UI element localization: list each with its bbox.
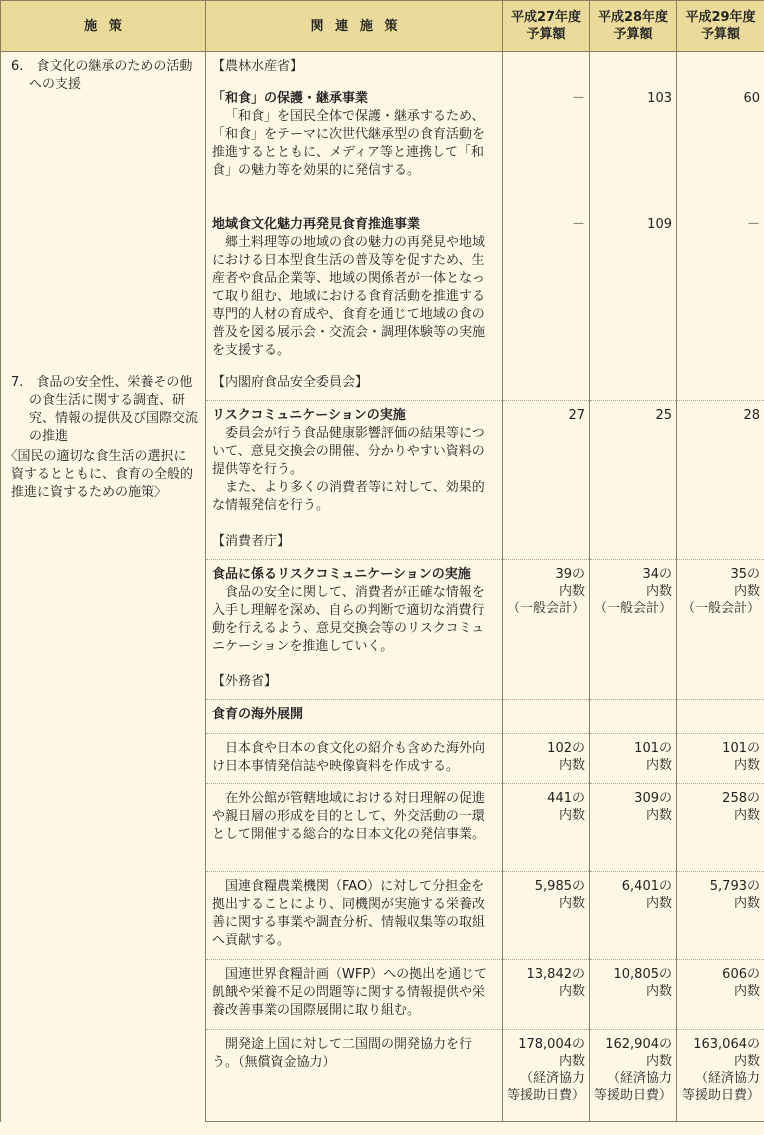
program-desc: 国連世界食糧計画（WFP）への拠出を通じて飢餓や栄養不足の問題等に関する情報提供や栄養改善事業の国際展開に取り組む。 <box>212 967 488 1018</box>
related-cell <box>206 667 503 700</box>
measure-title: 7. 食品の安全性、栄養その他の食生活に関する調査、研究、情報の提供及び国際交流の推進 <box>11 375 199 444</box>
budget-h27: 13,842の 内数 <box>503 960 590 1030</box>
budget-h29: 101の 内数 <box>677 734 764 784</box>
budget-h28: 101の 内数 <box>590 734 677 784</box>
budget-h29: 5,793の 内数 <box>677 872 764 960</box>
budget-h27: 39の 内数 （一般会計） <box>503 559 590 667</box>
budget-h27: 27 <box>503 401 590 527</box>
ministry-label: 【内閣府食品安全委員会】 <box>212 375 369 390</box>
related-cell <box>206 559 503 667</box>
header-h27: 平成27年度 予算額 <box>503 1 590 52</box>
budget-h27: 178,004の 内数 （経済協力 等援助日費） <box>503 1030 590 1122</box>
budget-h28: 25 <box>590 401 677 527</box>
related-cell <box>206 52 503 85</box>
ministry-label: 【農林水産省】 <box>212 59 304 74</box>
header-measure: 施策 <box>1 1 206 52</box>
table-row <box>1 368 764 401</box>
budget-h29: 606の 内数 <box>677 960 764 1030</box>
related-cell <box>206 700 503 734</box>
program-desc: 開発途上国に対して二国間の開発協力を行う。（無償資金協力） <box>212 1037 473 1070</box>
table-row <box>1 52 764 85</box>
budget-h27: － <box>503 210 590 368</box>
program-desc: 委員会が行う食品健康影響評価の結果等について、意見交換会の開催、分かりやすい資料の提供等を行う。 <box>212 426 485 477</box>
measure-title: 6. 食文化の継承のための活動への支援 <box>11 59 193 92</box>
budget-h29: 163,064の 内数 （経済協力 等援助日費） <box>677 1030 764 1122</box>
measure-note: 〈国民の適切な食生活の選択に資するとともに、食育の全般的推進に資するための施策〉 <box>4 449 194 500</box>
program-desc: 郷土料理等の地域の食の魅力の再発見や地域における日本型食生活の普及等を促すため、生産者や食品企業等、地域の関係者が一体となって取り組む、地域における食育活動を推進する専門的人材の育成や、食育を通じて地域の食の普及を図る展示会・交流会・調理体験等の実施を支援する。 <box>212 235 486 358</box>
related-cell <box>206 401 503 527</box>
ministry-label: 【消費者庁】 <box>212 533 291 549</box>
budget-h29: － <box>677 210 764 368</box>
program-title: 食品に係るリスクコミュニケーションの実施 <box>212 566 471 582</box>
budget-h28: 34の 内数 （一般会計） <box>590 559 677 667</box>
budget-h29: 35の 内数 （一般会計） <box>677 559 764 667</box>
budget-h28: 109 <box>590 210 677 368</box>
related-cell <box>206 734 503 784</box>
ministry-label: 【外務省】 <box>212 674 278 689</box>
program-desc: 在外公館が管轄地域における対日理解の促進や親日層の形成を目的として、外交活動の一環として開催する総合的な日本文化の発信事業。 <box>212 791 486 842</box>
related-cell <box>206 1030 503 1122</box>
program-title: 地域食文化魅力再発見食育推進事業 <box>212 217 421 232</box>
program-title: 「和食」の保護・継承事業 <box>212 91 369 106</box>
budget-h27: － <box>503 84 590 210</box>
budget-h28: 162,904の 内数 （経済協力 等援助日費） <box>590 1030 677 1122</box>
program-desc: 食品の安全に関して、消費者が正確な情報を入手し理解を深め、自らの判断で適切な消費行動を行えるよう、意見交換会等のリスクコミュニケーションを推進していく。 <box>212 584 485 654</box>
program-desc: また、より多くの消費者等に対して、効果的な情報発信を行う。 <box>212 480 485 513</box>
header-h29: 平成29年度 予算額 <box>677 1 764 52</box>
budget-h29: 60 <box>677 84 764 210</box>
table-header <box>1 1 764 52</box>
related-cell <box>206 872 503 960</box>
budget-h28: 10,805の 内数 <box>590 960 677 1030</box>
budget-h27: 102の 内数 <box>503 734 590 784</box>
budget-h29: 258の 内数 <box>677 784 764 872</box>
related-cell <box>206 527 503 560</box>
related-cell <box>206 784 503 872</box>
program-title: リスクコミュニケーションの実施 <box>212 408 406 423</box>
related-cell <box>206 210 503 368</box>
program-title: 食育の海外展開 <box>212 707 304 722</box>
budget-h28: 309の 内数 <box>590 784 677 872</box>
budget-h29: 28 <box>677 401 764 527</box>
related-cell <box>206 960 503 1030</box>
header-h28: 平成28年度 予算額 <box>590 1 677 52</box>
measure-cell <box>1 52 206 369</box>
budget-h27: 441の 内数 <box>503 784 590 872</box>
program-desc: 「和食」を国民全体で保護・継承するため、「和食」をテーマに次世代継承型の食育活動を推進するとともに、メディア等と連携して「和食」の魅力等を効果的に発信する。 <box>212 109 486 178</box>
related-cell <box>206 368 503 401</box>
program-desc: 国連食糧農業機関（FAO）に対して分担金を拠出することにより、同機関が実施する栄養改善に関する事業や調査分析、情報収集等の取組へ貢献する。 <box>212 879 486 948</box>
program-desc: 日本食や日本の食文化の紹介も含めた海外向け日本事情発信誌や映像資料を作成する。 <box>212 741 486 774</box>
measure-cell <box>1 368 206 1122</box>
budget-h27: 5,985の 内数 <box>503 872 590 960</box>
header-related: 関連施策 <box>206 1 503 52</box>
budget-h28: 6,401の 内数 <box>590 872 677 960</box>
budget-h28: 103 <box>590 84 677 210</box>
related-cell <box>206 84 503 210</box>
